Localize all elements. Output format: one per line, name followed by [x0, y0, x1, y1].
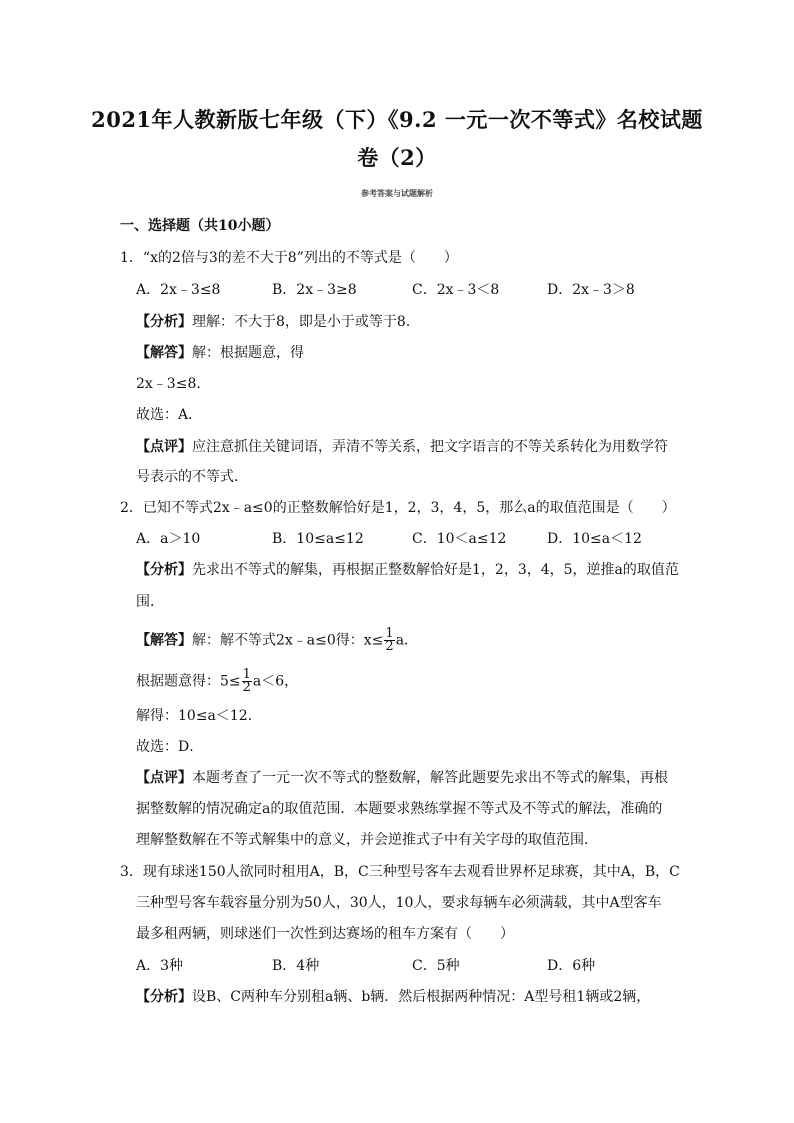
- q2-analysis-text1: 先求出不等式的解集，再根据正整数解恰好是1，2，3，4，5，逆推a的取值范: [192, 562, 679, 578]
- q1-answer-label: 【解答】: [136, 345, 192, 361]
- q2-comment-cont2: 理解整数解在不等式解集中的意义，并会逆推式子中有关字母的取值范围．: [136, 832, 598, 848]
- q1-comment: [136, 438, 668, 456]
- q2-comment-cont1: 据整数解的情况确定a的取值范围．本题要求熟练掌握不等式及不等式的解法，准确的: [136, 801, 663, 817]
- fraction-numerator: 1: [385, 626, 394, 641]
- q3-analysis-label: 【分析】: [136, 989, 192, 1005]
- q1-option-a: A．2x﹣3≤8: [136, 282, 221, 298]
- q1-option-b: B．2x﹣3≥8: [272, 282, 357, 298]
- q1-analysis-text: 理解：不大于8，即是小于或等于8．: [192, 314, 420, 330]
- section-heading: 一、选择题（共10小题）: [120, 218, 280, 234]
- fraction-numerator-2: 1: [242, 667, 251, 682]
- q2-option-c: C．10＜a≤12: [412, 531, 507, 547]
- q1-choice: 故选：A．: [136, 407, 203, 423]
- q1-answer-text: 解：根据题意，得: [192, 345, 304, 361]
- q2-option-a: A．a＞10: [136, 531, 201, 547]
- q2-answer-label: 【解答】: [136, 632, 192, 649]
- page-title-line2: 卷（2）: [357, 145, 437, 170]
- q2-analysis-cont: 围．: [136, 594, 164, 610]
- q2-step1-pre: 根据题意得：5≤: [136, 673, 241, 690]
- q2-analysis-label: 【分析】: [136, 562, 192, 578]
- q3-option-a: A．3种: [136, 958, 184, 974]
- q2-comment: [136, 769, 668, 787]
- page-title-line1: 2021年人教新版七年级（下）《9.2 一元一次不等式》名校试题: [91, 107, 703, 132]
- q1-analysis-label: 【分析】: [136, 314, 192, 330]
- q3-option-c: C．5种: [412, 958, 460, 974]
- subtitle: 参考答案与试题解析: [361, 188, 433, 198]
- q3-option-b: B．4种: [272, 958, 320, 974]
- q1-comment-cont: 号表示的不等式．: [136, 469, 248, 485]
- q1-stem: 1．“x的2倍与3的差不大于8”列出的不等式是（ ）: [120, 250, 458, 266]
- q2-option-b: B．10≤a≤12: [272, 531, 364, 547]
- q2-answer-pre: 解：解不等式2x﹣a≤0得：x≤: [192, 632, 384, 649]
- fraction-denominator: 2: [385, 639, 394, 654]
- q1-option-d: D．2x﹣3＞8: [547, 282, 635, 298]
- q2-answer: [136, 628, 418, 653]
- q1-comment-text1: 应注意抓住关键词语，弄清不等关系，把文字语言的不等关系转化为用数学符: [192, 439, 668, 455]
- fraction-one-half-2: [242, 669, 252, 694]
- q3-stem-line1: 3．现有球迷150人欲同时租用A，B，C三种型号客车去观看世界杯足球赛，其中A，B，C: [120, 864, 680, 880]
- fraction-denominator-2: 2: [242, 680, 251, 695]
- q3-stem-line3: 最多租两辆，则球迷们一次性到达赛场的租车方案有（ ）: [136, 926, 514, 942]
- q1-analysis: [136, 313, 420, 331]
- q2-step1: [136, 669, 298, 694]
- q2-answer-post: a．: [395, 632, 419, 649]
- fraction-one-half: [384, 628, 394, 653]
- q3-stem-line2: 三种型号客车载容量分别为50人，30人，10人，要求每辆车必须满载，其中A型客车: [136, 895, 662, 911]
- q1-option-c: C．2x﹣3＜8: [412, 282, 500, 298]
- q1-answer: [136, 344, 304, 362]
- q2-step1-post: a＜6，: [252, 673, 299, 690]
- q3-option-d: D．6种: [547, 958, 596, 974]
- q1-comment-label: 【点评】: [136, 439, 192, 455]
- q2-comment-text1: 本题考查了一元一次不等式的整数解，解答此题要先求出不等式的解集，再根: [192, 770, 668, 786]
- q2-option-d: D．10≤a＜12: [547, 531, 642, 547]
- q1-work: 2x﹣3≤8．: [136, 376, 211, 392]
- q2-stem: 2．已知不等式2x﹣a≤0的正整数解恰好是1，2，3，4，5，那么a的取值范围是（ ）: [120, 500, 676, 516]
- q2-choice: 故选：D．: [136, 739, 204, 755]
- q3-analysis-text1: 设B、C两种车分别租a辆、b辆．然后根据两种情况：A型号租1辆或2辆，: [192, 989, 651, 1005]
- q3-analysis: [136, 988, 650, 1006]
- q2-step2: 解得：10≤a＜12．: [136, 708, 262, 724]
- q2-analysis: [136, 561, 679, 579]
- q2-comment-label: 【点评】: [136, 770, 192, 786]
